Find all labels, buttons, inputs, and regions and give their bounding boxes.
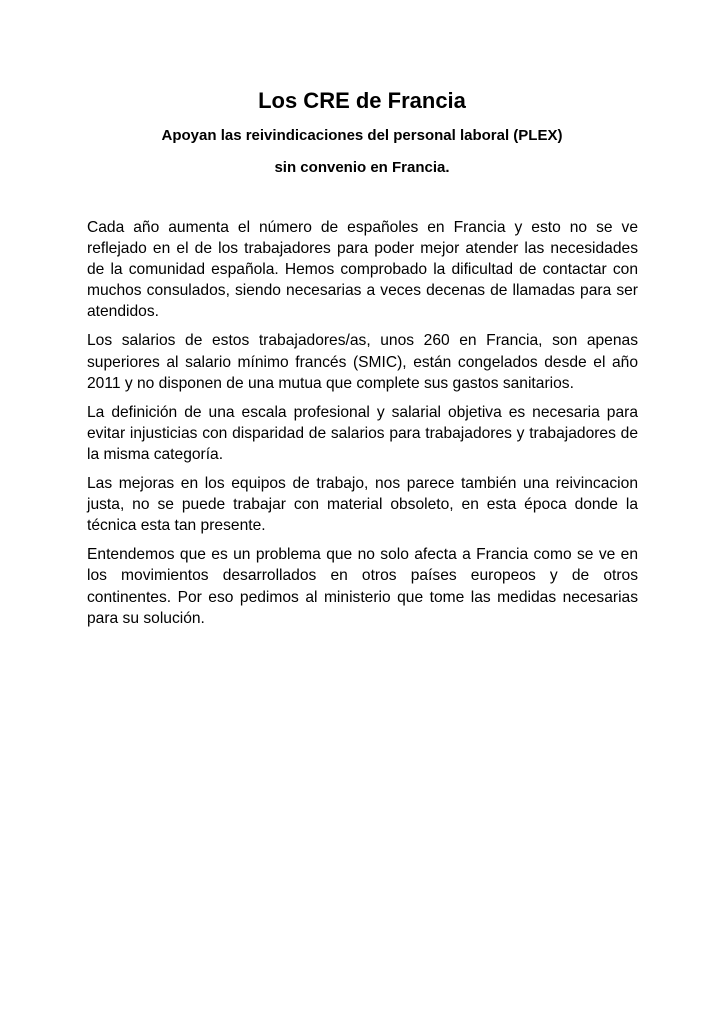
document-body — [87, 217, 638, 637]
document-subtitle-line-1: Apoyan las reivindicaciones del personal laboral (PLEX) — [161, 127, 563, 144]
document-title: Los CRE de Francia — [258, 88, 466, 113]
paragraph-1: Cada año aumenta el número de españoles en Francia y esto no se ve reflejado en el de los trabajadores para poder mejor atender las necesidades de la comunidad española. Hemos comprobado la dificultad de contactar con muchos consulados, siendo necesarias a veces decenas de llamadas para ser atendidos. — [87, 219, 638, 321]
paragraph-3: La definición de una escala profesional y salarial objetiva es necesaria para evitar injusticias con disparidad de salarios para trabajadores y trabajadores de la misma categoría. — [87, 403, 638, 463]
paragraph-4: Las mejoras en los equipos de trabajo, nos parece también una reivincacion justa, no se puede trabajar con material obsoleto, en esta época donde la técnica esta tan presente. — [87, 475, 638, 535]
paragraph-2: Los salarios de estos trabajadores/as, unos 260 en Francia, son apenas superiores al salario mínimo francés (SMIC), están congelados desde el año 2011 y no disponen de una mutua que complete sus gastos sanitarios. — [87, 332, 638, 392]
document-subtitle-line-2: sin convenio en Francia. — [274, 159, 450, 176]
paragraph-5: Entendemos que es un problema que no solo afecta a Francia como se ve en los movimientos desarrollados en otros países europeos y de otros continentes. Por eso pedimos al ministerio que tome las medidas necesarias para su solución. — [87, 546, 638, 627]
